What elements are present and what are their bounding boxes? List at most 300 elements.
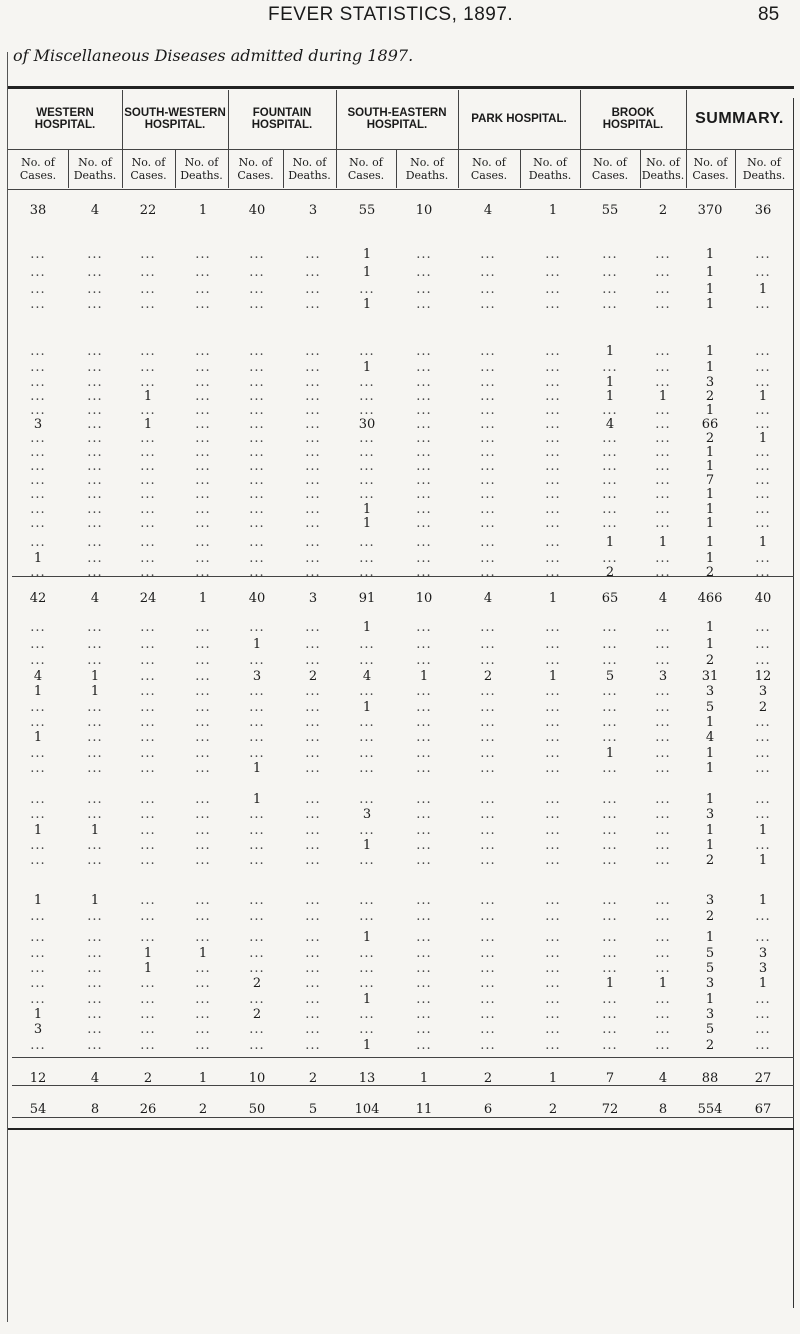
empty-cell: ... <box>545 431 561 446</box>
empty-cell: ... <box>416 360 432 375</box>
table-cell: 1 <box>705 445 715 460</box>
empty-cell: ... <box>30 637 46 652</box>
empty-cell: ... <box>655 823 671 838</box>
empty-cell: ... <box>480 1038 496 1053</box>
table-cell: 65 <box>601 591 619 606</box>
empty-cell: ... <box>140 487 156 502</box>
table-cell: 3 <box>362 807 372 822</box>
empty-cell: ... <box>545 684 561 699</box>
empty-cell: ... <box>755 730 771 745</box>
empty-cell: ... <box>30 761 46 776</box>
empty-cell: ... <box>655 746 671 761</box>
table-cell: 2 <box>308 669 318 684</box>
empty-cell: ... <box>140 551 156 566</box>
empty-cell: ... <box>480 715 496 730</box>
empty-cell: ... <box>195 360 211 375</box>
empty-cell: ... <box>545 730 561 745</box>
empty-cell: ... <box>30 265 46 280</box>
cases-subheader: No. of Cases. <box>692 156 729 182</box>
empty-cell: ... <box>140 360 156 375</box>
empty-cell: ... <box>602 247 618 262</box>
empty-cell: ... <box>755 620 771 635</box>
empty-cell: ... <box>602 403 618 418</box>
empty-cell: ... <box>30 360 46 375</box>
empty-cell: ... <box>140 282 156 297</box>
empty-cell: ... <box>87 807 103 822</box>
empty-cell: ... <box>602 360 618 375</box>
empty-cell: ... <box>655 715 671 730</box>
table-cell: 5 <box>705 961 715 976</box>
table-cell: 40 <box>754 591 772 606</box>
table-cell: 1 <box>198 1071 208 1086</box>
empty-cell: ... <box>140 535 156 550</box>
empty-cell: ... <box>416 730 432 745</box>
empty-cell: ... <box>545 565 561 580</box>
column-divider <box>68 150 69 188</box>
empty-cell: ... <box>249 853 265 868</box>
empty-cell: ... <box>545 1038 561 1053</box>
empty-cell: ... <box>655 653 671 668</box>
empty-cell: ... <box>655 730 671 745</box>
empty-cell: ... <box>87 1007 103 1022</box>
column-divider <box>686 150 687 188</box>
empty-cell: ... <box>195 265 211 280</box>
deaths-subheader: No. of Deaths. <box>180 156 223 182</box>
table-cell: 2 <box>252 1007 262 1022</box>
table-cell: 7 <box>705 473 715 488</box>
empty-cell: ... <box>305 431 321 446</box>
empty-cell: ... <box>755 360 771 375</box>
empty-cell: ... <box>305 487 321 502</box>
empty-cell: ... <box>30 297 46 312</box>
empty-cell: ... <box>480 730 496 745</box>
empty-cell: ... <box>359 403 375 418</box>
empty-cell: ... <box>602 715 618 730</box>
empty-cell: ... <box>755 992 771 1007</box>
empty-cell: ... <box>30 620 46 635</box>
table-cell: 2 <box>198 1102 208 1117</box>
column-divider <box>580 150 581 188</box>
empty-cell: ... <box>87 459 103 474</box>
table-cell: 42 <box>29 591 47 606</box>
empty-cell: ... <box>416 853 432 868</box>
hospital-header: SOUTH-EASTERN HOSPITAL. <box>347 107 447 131</box>
empty-cell: ... <box>480 792 496 807</box>
empty-cell: ... <box>359 653 375 668</box>
empty-cell: ... <box>87 417 103 432</box>
table-cell: 3 <box>705 976 715 991</box>
empty-cell: ... <box>305 344 321 359</box>
empty-cell: ... <box>249 700 265 715</box>
empty-cell: ... <box>545 700 561 715</box>
empty-cell: ... <box>249 746 265 761</box>
empty-cell: ... <box>416 344 432 359</box>
empty-cell: ... <box>655 516 671 531</box>
table-cell: 3 <box>33 1022 43 1037</box>
empty-cell: ... <box>359 389 375 404</box>
empty-cell: ... <box>87 620 103 635</box>
empty-cell: ... <box>249 715 265 730</box>
empty-cell: ... <box>359 473 375 488</box>
empty-cell: ... <box>602 653 618 668</box>
empty-cell: ... <box>655 620 671 635</box>
empty-cell: ... <box>416 565 432 580</box>
deaths-subheader: No. of Deaths. <box>528 156 572 182</box>
table-cell: 1 <box>198 946 208 961</box>
empty-cell: ... <box>416 375 432 390</box>
table-cell: 1 <box>252 792 262 807</box>
empty-cell: ... <box>30 746 46 761</box>
empty-cell: ... <box>545 823 561 838</box>
empty-cell: ... <box>305 684 321 699</box>
empty-cell: ... <box>249 417 265 432</box>
empty-cell: ... <box>416 282 432 297</box>
empty-cell: ... <box>545 653 561 668</box>
empty-cell: ... <box>545 487 561 502</box>
empty-cell: ... <box>359 961 375 976</box>
empty-cell: ... <box>305 823 321 838</box>
cases-subheader: No. of Cases. <box>347 156 385 182</box>
table-cell: 1 <box>705 247 715 262</box>
empty-cell: ... <box>195 823 211 838</box>
empty-cell: ... <box>195 473 211 488</box>
empty-cell: ... <box>249 516 265 531</box>
empty-cell: ... <box>140 669 156 684</box>
empty-cell: ... <box>249 620 265 635</box>
empty-cell: ... <box>480 502 496 517</box>
empty-cell: ... <box>195 535 211 550</box>
empty-cell: ... <box>416 389 432 404</box>
empty-cell: ... <box>545 792 561 807</box>
empty-cell: ... <box>249 565 265 580</box>
empty-cell: ... <box>359 459 375 474</box>
empty-cell: ... <box>655 637 671 652</box>
table-cell: 1 <box>605 375 615 390</box>
empty-cell: ... <box>755 1038 771 1053</box>
empty-cell: ... <box>140 1022 156 1037</box>
empty-cell: ... <box>195 1038 211 1053</box>
table-cell: 1 <box>252 637 262 652</box>
table-cell: 4 <box>90 591 100 606</box>
empty-cell: ... <box>195 344 211 359</box>
empty-cell: ... <box>249 930 265 945</box>
empty-cell: ... <box>655 930 671 945</box>
empty-cell: ... <box>602 620 618 635</box>
empty-cell: ... <box>305 375 321 390</box>
empty-cell: ... <box>755 344 771 359</box>
table-cell: 2 <box>483 669 493 684</box>
empty-cell: ... <box>140 565 156 580</box>
empty-cell: ... <box>140 761 156 776</box>
empty-cell: ... <box>480 297 496 312</box>
table-cell: 1 <box>605 976 615 991</box>
table-cell: 1 <box>705 992 715 1007</box>
table-cell: 55 <box>358 203 376 218</box>
empty-cell: ... <box>195 247 211 262</box>
table-cell: 1 <box>362 516 372 531</box>
empty-cell: ... <box>545 807 561 822</box>
column-divider <box>458 150 459 188</box>
empty-cell: ... <box>305 792 321 807</box>
empty-cell: ... <box>480 417 496 432</box>
empty-cell: ... <box>87 930 103 945</box>
empty-cell: ... <box>140 930 156 945</box>
empty-cell: ... <box>195 909 211 924</box>
empty-cell: ... <box>755 930 771 945</box>
table-cell: 1 <box>605 389 615 404</box>
table-cell: 72 <box>601 1102 619 1117</box>
empty-cell: ... <box>30 445 46 460</box>
empty-cell: ... <box>87 502 103 517</box>
empty-cell: ... <box>755 551 771 566</box>
empty-cell: ... <box>195 502 211 517</box>
column-divider <box>640 150 641 188</box>
table-cell: 466 <box>697 591 723 606</box>
empty-cell: ... <box>30 344 46 359</box>
empty-cell: ... <box>755 653 771 668</box>
empty-cell: ... <box>416 637 432 652</box>
table-cell: 27 <box>754 1071 772 1086</box>
empty-cell: ... <box>87 838 103 853</box>
table-cell: 370 <box>697 203 723 218</box>
empty-cell: ... <box>195 565 211 580</box>
empty-cell: ... <box>140 516 156 531</box>
empty-cell: ... <box>249 684 265 699</box>
table-cell: 1 <box>419 1071 429 1086</box>
table-cell: 1 <box>198 591 208 606</box>
empty-cell: ... <box>195 976 211 991</box>
empty-cell: ... <box>359 1022 375 1037</box>
empty-cell: ... <box>249 344 265 359</box>
empty-cell: ... <box>602 838 618 853</box>
table-cell: 10 <box>415 203 433 218</box>
table-cell: 554 <box>697 1102 723 1117</box>
empty-cell: ... <box>545 1022 561 1037</box>
table-cell: 1 <box>548 203 558 218</box>
empty-cell: ... <box>480 946 496 961</box>
empty-cell: ... <box>140 247 156 262</box>
empty-cell: ... <box>655 375 671 390</box>
empty-cell: ... <box>305 807 321 822</box>
empty-cell: ... <box>195 700 211 715</box>
empty-cell: ... <box>305 360 321 375</box>
empty-cell: ... <box>755 909 771 924</box>
empty-cell: ... <box>30 375 46 390</box>
empty-cell: ... <box>480 853 496 868</box>
page-header <box>0 4 800 32</box>
empty-cell: ... <box>249 502 265 517</box>
column-divider <box>122 150 123 188</box>
empty-cell: ... <box>359 715 375 730</box>
empty-cell: ... <box>416 403 432 418</box>
empty-cell: ... <box>305 535 321 550</box>
empty-cell: ... <box>305 838 321 853</box>
hospital-divider <box>336 90 337 150</box>
table-cell: 2 <box>705 1038 715 1053</box>
table-cell: 1 <box>705 823 715 838</box>
empty-cell: ... <box>87 853 103 868</box>
empty-cell: ... <box>602 282 618 297</box>
empty-cell: ... <box>87 445 103 460</box>
empty-cell: ... <box>140 807 156 822</box>
table-cell: 1 <box>658 535 668 550</box>
table-cell: 1 <box>362 1038 372 1053</box>
table-cell: 4 <box>483 203 493 218</box>
table-cell: 40 <box>248 591 266 606</box>
empty-cell: ... <box>416 893 432 908</box>
empty-cell: ... <box>195 297 211 312</box>
empty-cell: ... <box>480 487 496 502</box>
empty-cell: ... <box>545 445 561 460</box>
empty-cell: ... <box>416 684 432 699</box>
empty-cell: ... <box>480 551 496 566</box>
table-cell: 1 <box>758 823 768 838</box>
empty-cell: ... <box>249 487 265 502</box>
table-cell: 1 <box>33 684 43 699</box>
table-cell: 1 <box>33 1007 43 1022</box>
cases-subheader: No. of Cases. <box>591 156 629 182</box>
empty-cell: ... <box>480 344 496 359</box>
table-cell: 3 <box>308 203 318 218</box>
empty-cell: ... <box>480 459 496 474</box>
empty-cell: ... <box>480 823 496 838</box>
empty-cell: ... <box>480 375 496 390</box>
empty-cell: ... <box>305 893 321 908</box>
table-cell: 2 <box>705 431 715 446</box>
empty-cell: ... <box>305 247 321 262</box>
empty-cell: ... <box>195 930 211 945</box>
empty-cell: ... <box>755 1007 771 1022</box>
table-cell: 2 <box>705 909 715 924</box>
empty-cell: ... <box>249 838 265 853</box>
empty-cell: ... <box>87 637 103 652</box>
empty-cell: ... <box>480 265 496 280</box>
table-cell: 1 <box>705 282 715 297</box>
empty-cell: ... <box>30 282 46 297</box>
empty-cell: ... <box>602 265 618 280</box>
empty-cell: ... <box>359 976 375 991</box>
table-cell: 1 <box>548 669 558 684</box>
table-cell: 1 <box>705 403 715 418</box>
table-cell: 67 <box>754 1102 772 1117</box>
empty-cell: ... <box>480 961 496 976</box>
empty-cell: ... <box>416 620 432 635</box>
empty-cell: ... <box>655 431 671 446</box>
empty-cell: ... <box>602 1022 618 1037</box>
empty-cell: ... <box>545 473 561 488</box>
empty-cell: ... <box>195 853 211 868</box>
table-cell: 2 <box>548 1102 558 1117</box>
empty-cell: ... <box>480 360 496 375</box>
empty-cell: ... <box>30 565 46 580</box>
empty-cell: ... <box>655 761 671 776</box>
table-cell: 1 <box>758 893 768 908</box>
table-cell: 1 <box>362 265 372 280</box>
empty-cell: ... <box>359 637 375 652</box>
table-cell: 1 <box>362 992 372 1007</box>
empty-cell: ... <box>195 620 211 635</box>
table-cell: 5 <box>705 946 715 961</box>
table-cell: 2 <box>705 389 715 404</box>
table-cell: 1 <box>33 551 43 566</box>
empty-cell: ... <box>545 265 561 280</box>
empty-cell: ... <box>305 930 321 945</box>
empty-cell: ... <box>416 838 432 853</box>
cases-subheader: No. of Cases. <box>130 156 167 182</box>
empty-cell: ... <box>305 730 321 745</box>
hospital-header: BROOK HOSPITAL. <box>602 107 664 131</box>
empty-cell: ... <box>545 992 561 1007</box>
empty-cell: ... <box>480 473 496 488</box>
empty-cell: ... <box>480 620 496 635</box>
empty-cell: ... <box>140 637 156 652</box>
empty-cell: ... <box>249 535 265 550</box>
empty-cell: ... <box>305 502 321 517</box>
empty-cell: ... <box>140 620 156 635</box>
empty-cell: ... <box>655 1007 671 1022</box>
empty-cell: ... <box>87 375 103 390</box>
empty-cell: ... <box>480 403 496 418</box>
empty-cell: ... <box>249 459 265 474</box>
empty-cell: ... <box>359 551 375 566</box>
deaths-subheader: No. of Deaths. <box>288 156 331 182</box>
empty-cell: ... <box>249 992 265 1007</box>
empty-cell: ... <box>305 715 321 730</box>
empty-cell: ... <box>140 976 156 991</box>
table-cell: 4 <box>705 730 715 745</box>
empty-cell: ... <box>249 247 265 262</box>
table-cell: 40 <box>248 203 266 218</box>
empty-cell: ... <box>305 459 321 474</box>
empty-cell: ... <box>545 551 561 566</box>
deaths-subheader: No. of Deaths. <box>405 156 449 182</box>
table-cell: 13 <box>358 1071 376 1086</box>
empty-cell: ... <box>140 502 156 517</box>
empty-cell: ... <box>602 516 618 531</box>
empty-cell: ... <box>249 1022 265 1037</box>
empty-cell: ... <box>755 375 771 390</box>
table-cell: 1 <box>705 344 715 359</box>
table-cell: 4 <box>658 591 668 606</box>
hospital-header: SUMMARY. <box>695 110 784 127</box>
empty-cell: ... <box>602 823 618 838</box>
empty-cell: ... <box>416 976 432 991</box>
table-cell: 1 <box>33 730 43 745</box>
empty-cell: ... <box>655 909 671 924</box>
empty-cell: ... <box>87 761 103 776</box>
table-cell: 1 <box>758 535 768 550</box>
table-cell: 1 <box>705 838 715 853</box>
table-cell: 5 <box>605 669 615 684</box>
empty-cell: ... <box>140 909 156 924</box>
table-cell: 2 <box>308 1071 318 1086</box>
empty-cell: ... <box>416 1022 432 1037</box>
hospital-divider <box>458 90 459 150</box>
table-title: of Miscellaneous Diseases admitted during 1897. <box>13 46 414 65</box>
table-cell: 1 <box>362 838 372 853</box>
empty-cell: ... <box>195 893 211 908</box>
empty-cell: ... <box>359 730 375 745</box>
empty-cell: ... <box>87 487 103 502</box>
table-cell: 1 <box>705 297 715 312</box>
empty-cell: ... <box>30 431 46 446</box>
empty-cell: ... <box>545 909 561 924</box>
empty-cell: ... <box>249 807 265 822</box>
table-cell: 1 <box>705 620 715 635</box>
empty-cell: ... <box>87 746 103 761</box>
empty-cell: ... <box>602 637 618 652</box>
empty-cell: ... <box>359 487 375 502</box>
